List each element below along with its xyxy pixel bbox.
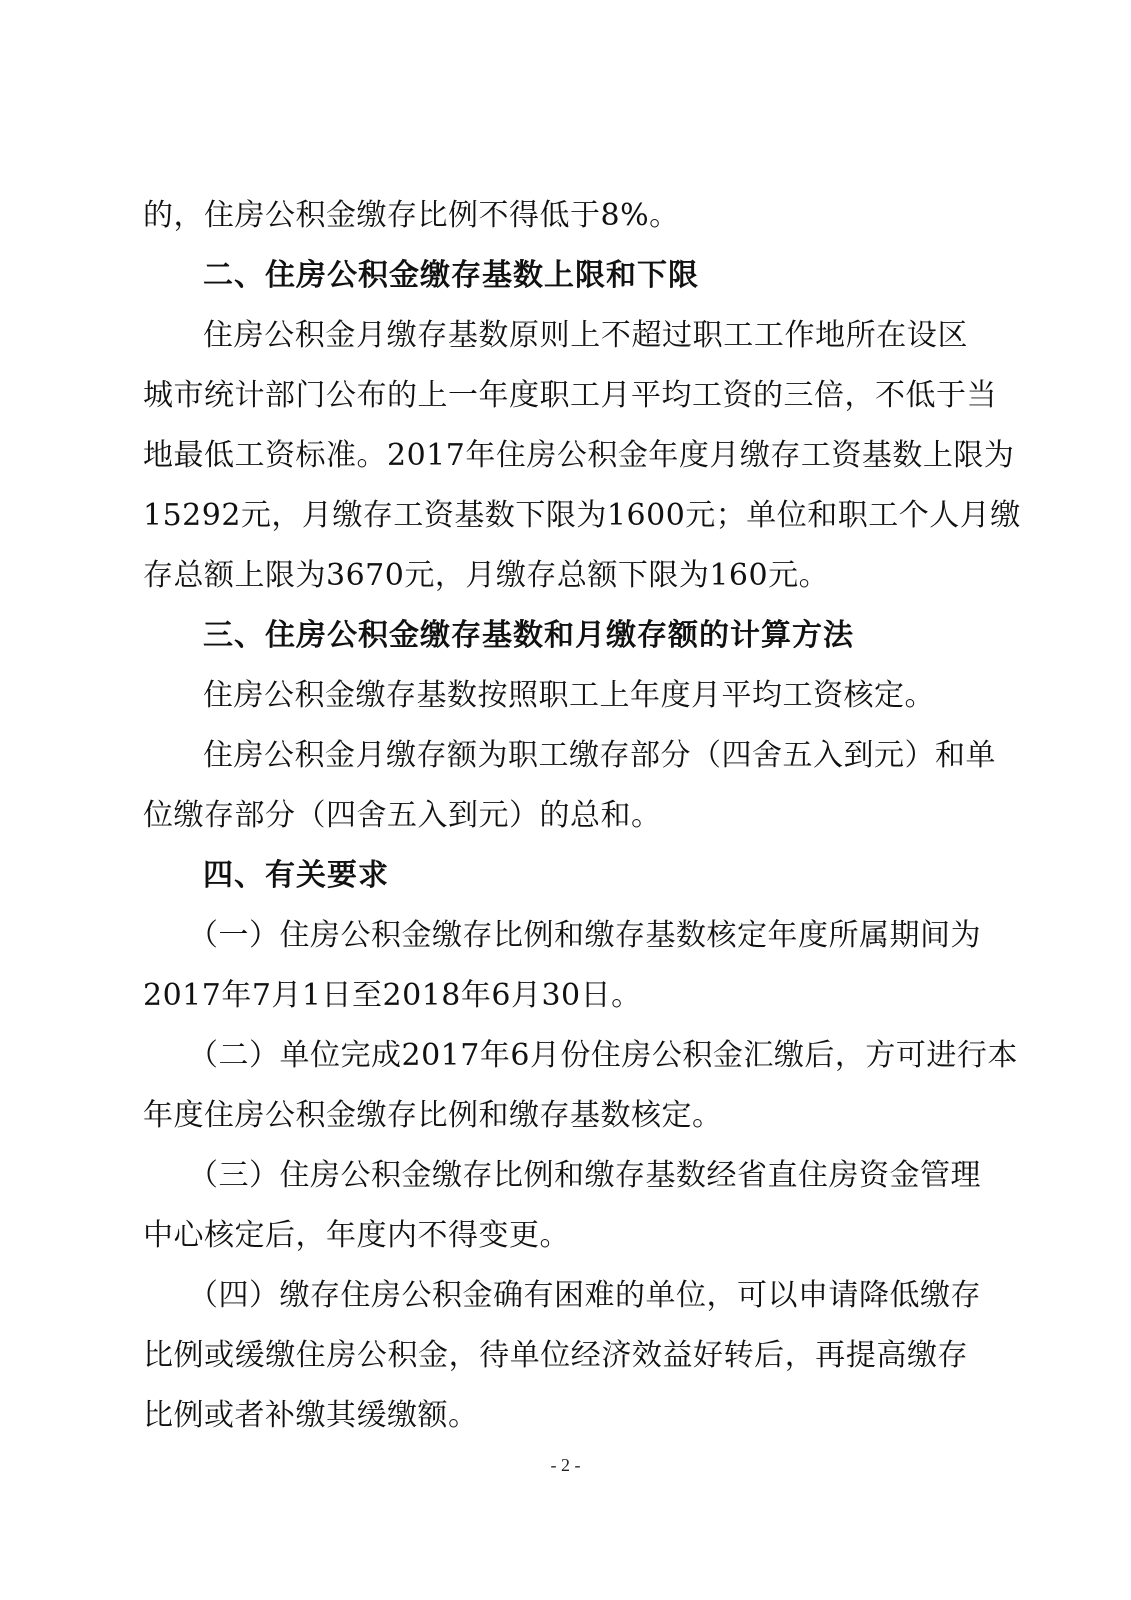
paragraph-line: 的，住房公积金缴存比例不得低于8%。	[143, 198, 680, 233]
list-item-1-line: （一）住房公积金缴存比例和缴存基数核定年度所属期间为	[188, 918, 981, 953]
paragraph-line: 存总额上限为3670元，月缴存总额下限为160元。	[143, 558, 830, 593]
paragraph-line: 位缴存部分（四舍五入到元）的总和。	[143, 798, 662, 833]
section-heading-3: 三、住房公积金缴存基数和月缴存额的计算方法	[203, 618, 854, 653]
paragraph-line: 城市统计部门公布的上一年度职工月平均工资的三倍，不低于当	[143, 378, 997, 413]
list-item-2-line: （二）单位完成2017年6月份住房公积金汇缴后，方可进行本	[188, 1038, 1018, 1073]
list-item-1-line: 2017年7月1日至2018年6月30日。	[143, 978, 642, 1013]
paragraph-line: 地最低工资标准。2017年住房公积金年度月缴存工资基数上限为	[143, 438, 1015, 473]
paragraph-line: 15292元，月缴存工资基数下限为1600元；单位和职工个人月缴	[143, 498, 1021, 533]
list-item-3-line: 中心核定后，年度内不得变更。	[143, 1218, 570, 1253]
list-item-4-line: （四）缴存住房公积金确有困难的单位，可以申请降低缴存	[188, 1278, 981, 1313]
list-item-3-line: （三）住房公积金缴存比例和缴存基数经省直住房资金管理	[188, 1158, 981, 1193]
section-heading-4: 四、有关要求	[203, 858, 389, 893]
document-body	[143, 186, 1021, 1446]
page-number: - 2 -	[550, 1455, 581, 1475]
paragraph-line: 住房公积金缴存基数按照职工上年度月平均工资核定。	[203, 678, 935, 713]
section-heading-2: 二、住房公积金缴存基数上限和下限	[203, 258, 699, 293]
list-item-4-line: 比例或缓缴住房公积金，待单位经济效益好转后，再提高缴存	[143, 1338, 968, 1373]
paragraph-line: 住房公积金月缴存基数原则上不超过职工工作地所在设区	[203, 318, 968, 353]
list-item-4-line: 比例或者补缴其缓缴额。	[143, 1398, 479, 1433]
list-item-2-line: 年度住房公积金缴存比例和缴存基数核定。	[143, 1098, 723, 1133]
paragraph-line: 住房公积金月缴存额为职工缴存部分（四舍五入到元）和单	[203, 738, 996, 773]
